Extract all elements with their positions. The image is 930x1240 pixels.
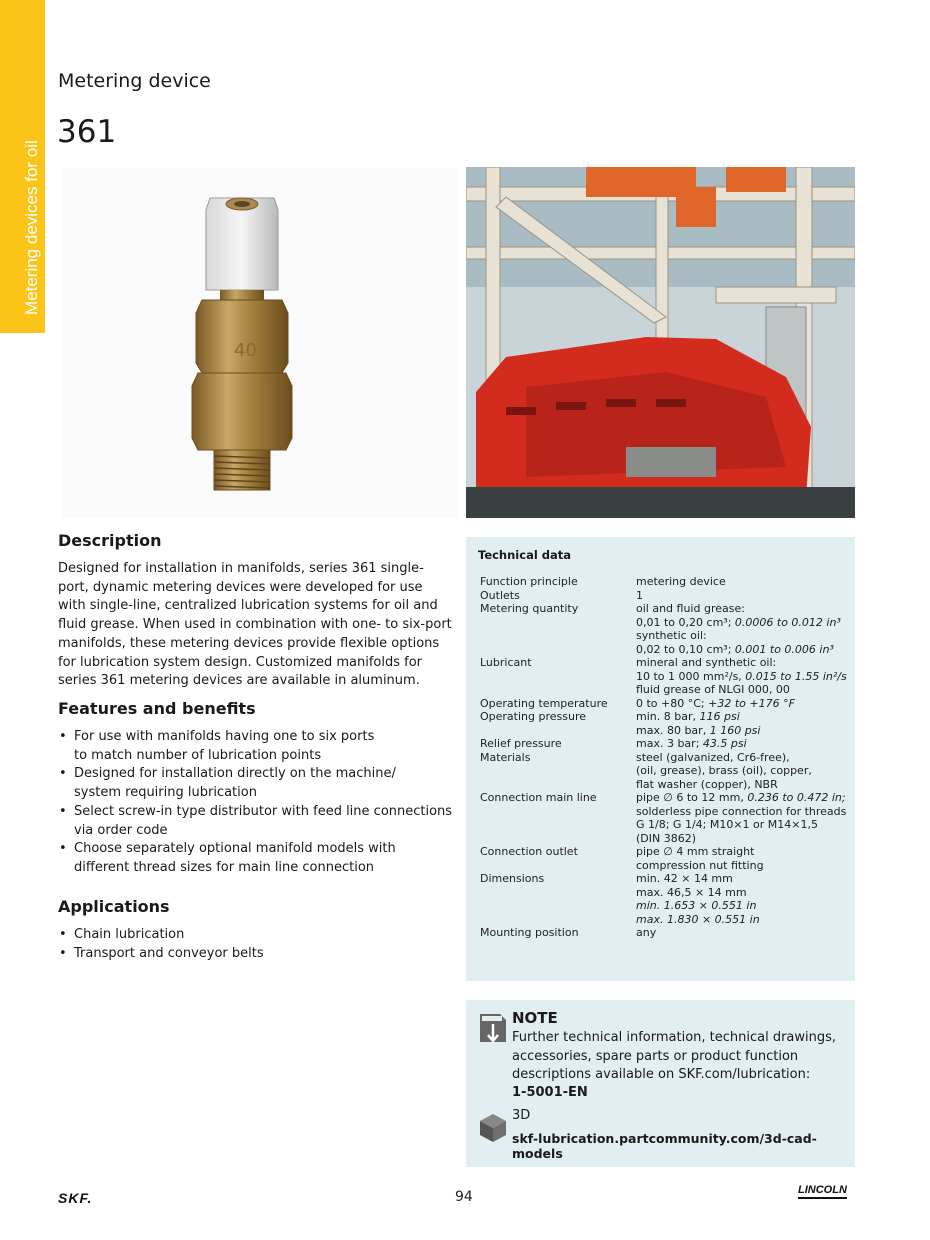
tech-value [636,845,850,872]
tech-label: Outlets [480,588,520,602]
tech-value [636,602,850,656]
factory-photo [466,167,855,518]
tech-value-line: any [636,926,657,939]
note-title: NOTE [512,1009,558,1027]
tech-label: Materials [480,750,531,764]
tech-value-line: 0,01 to 0,20 cm³; 0.0006 to 0.012 in³ [636,615,841,629]
tech-value [636,926,850,940]
note-text: Further technical information, technical drawings, accessories, spare parts or product function descriptions available on SKF.com/lubrication: [512,1030,837,1082]
tech-value [636,589,850,603]
tech-label: Function principle [480,575,578,588]
tech-value [636,737,850,751]
tech-value-line: min. 42 × 14 mm [636,872,733,885]
label-3d: 3D [512,1108,531,1123]
description-text: Designed for installation in manifolds, series 361 single-port, dynamic metering devices were developed for use with single-line, centralized lubrication systems for oil and fluid grease. When used in combination with one- to six-port manifolds, these metering devices provide flexible options for lubrication system design. Customized manifolds for series 361 metering devices are available in aluminum. [58,561,452,689]
table-row [480,575,850,589]
tech-value-line: 0,02 to 0,10 cm³; 0.001 to 0.006 in³ [636,642,834,656]
tech-value-line: steel (galvanized, Cr6-free), [636,750,790,764]
table-row [480,710,850,737]
tech-value-line: max. 80 bar, 1 160 psi [636,723,761,737]
tech-value-line: 1 [636,588,643,602]
applications-list [58,926,458,963]
model-number: 361 [57,114,117,150]
tech-value-line: (DIN 3862) [636,831,697,845]
table-row [480,656,850,697]
tech-value [636,710,850,737]
technical-data-table [480,575,850,940]
tech-label: Relief pressure [480,737,562,750]
metering-device-illustration [62,168,457,518]
list-item: • Transport and conveyor belts [58,945,458,964]
tech-value-line: mineral and synthetic oil: [636,656,777,669]
cad-models-link[interactable]: skf-lubrication.partcommunity.com/3d-cad-models [512,1131,817,1161]
tech-value-line: min. 8 bar, 116 psi [636,710,740,723]
tech-value [636,575,850,589]
page-number: 94 [455,1189,473,1205]
page-heading: Metering device [58,70,211,92]
tech-value-line: 10 to 1 000 mm²/s, 0.015 to 1.55 in²/s [636,669,847,683]
table-row [480,602,850,656]
tech-value-line: max. 1.830 × 0.551 in [636,912,760,926]
side-tab [0,0,45,333]
tech-label: Mounting position [480,926,579,939]
tech-value-line: metering device [636,575,726,588]
tech-value-line: 0 to +80 °C; +32 to +176 °F [636,696,795,710]
tech-value [636,656,850,697]
tech-value [636,751,850,792]
tech-label: Metering quantity [480,602,579,615]
list-item: • For use with manifolds having one to six ports to match number of lubrication points [58,728,458,765]
tech-value [636,697,850,711]
tech-value-line: oil and fluid grease: [636,602,745,615]
tech-label: Operating pressure [480,710,587,723]
table-row [480,872,850,926]
technical-data-title: Technical data [478,548,572,562]
note-box [466,1000,855,1167]
tech-value-line: flat washer (copper), NBR [636,777,778,791]
lincoln-logo: LINCOLN [798,1184,847,1199]
tech-value-line: (oil, grease), brass (oil), copper, [636,764,812,777]
document-download-icon [478,1012,508,1046]
list-item: • Select screw-in type distributor with feed line connections via order code [58,803,458,840]
tech-value-line: compression nut fitting [636,858,764,872]
side-tab-label: Metering devices for oil [22,140,41,315]
tech-value-line: solderless pipe connection for threads [636,804,847,818]
tech-value [636,872,850,926]
tech-label: Connection outlet [480,845,578,858]
features-list [58,728,458,878]
tech-value-line: max. 46,5 × 14 mm [636,885,747,899]
cube-3d-icon [478,1112,508,1144]
car-assembly-illustration [466,167,855,518]
table-row [480,751,850,792]
tech-value-line: fluid grease of NLGI 000, 00 [636,683,790,696]
applications-title: Applications [58,897,170,916]
tech-value-line: min. 1.653 × 0.551 in [636,899,757,912]
list-item: • Chain lubrication [58,926,458,945]
tech-value-line: synthetic oil: [636,629,707,642]
tech-label: Connection main line [480,791,597,804]
table-row [480,926,850,940]
table-row [480,845,850,872]
tech-value-line: G 1/8; G 1/4; M10×1 or M14×1,5 [636,818,818,831]
tech-value [636,791,850,845]
features-title: Features and benefits [58,699,256,718]
tech-value-line: max. 3 bar; 43.5 psi [636,737,747,750]
list-item: • Choose separately optional manifold models with different thread sizes for main line connection [58,840,458,877]
table-row [480,791,850,845]
table-row [480,697,850,711]
skf-logo: SKF. [58,1190,93,1206]
description-title: Description [58,531,162,550]
tech-label: Operating temperature [480,696,608,710]
product-image [62,168,457,518]
tech-value-line: pipe ∅ 6 to 12 mm, 0.236 to 0.472 in; [636,791,846,804]
tech-value-line: pipe ∅ 4 mm straight [636,845,755,858]
technical-data-box [466,537,855,981]
tech-label: Dimensions [480,872,545,885]
list-item: • Designed for installation directly on the machine/ system requiring lubrication [58,765,458,802]
table-row [480,737,850,751]
note-document-code: 1-5001-EN [512,1085,588,1100]
svg-text:40: 40 [234,340,257,361]
tech-label: Lubricant [480,656,532,669]
table-row [480,589,850,603]
